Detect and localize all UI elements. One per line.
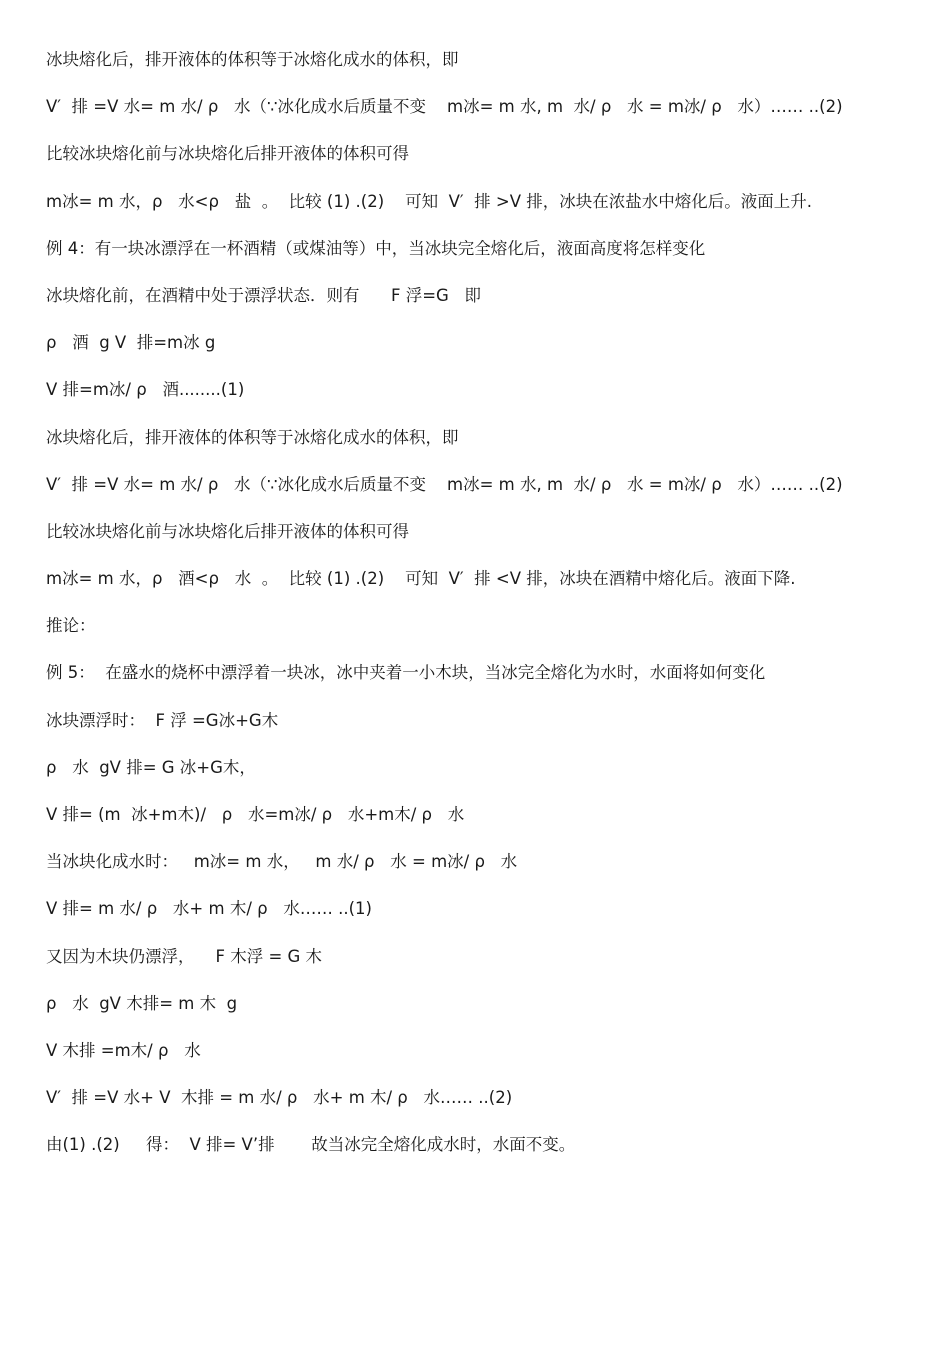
text-line: 冰块熔化后，排开液体的体积等于冰熔化成水的体积，即 — [46, 50, 459, 69]
text-line: m冰= m 水，ρ 水<ρ 盐 。 比较 (1) .(2) 可知 V′ 排 >V 排，冰块在浓盐水中熔化后。液面上升. — [46, 191, 813, 211]
text-line: 比较冰块熔化前与冰块熔化后排开液体的体积可得 — [46, 521, 409, 541]
section-heading: 推论： — [46, 616, 96, 636]
formula-line: ρ 水 gV 排= G 冰+G木， — [46, 757, 256, 777]
conclusion-line: 由(1) .(2) 得： V 排= V’排 故当冰完全熔化成水时，水面不变。 — [46, 1135, 576, 1155]
text-line: m冰= m 水，ρ 酒<ρ 水 。 比较 (1) .(2) 可知 V′ 排 <V 排，冰块在酒精中熔化后。液面下降. — [46, 569, 796, 589]
formula-line: V 排= m 水/ ρ 水+ m 木/ ρ 水…… ..(1) — [46, 899, 372, 919]
formula-line: V 木排 =m木/ ρ 水 — [46, 1040, 201, 1060]
formula-line: V′ 排 =V 水+ V 木排 = m 水/ ρ 水+ m 木/ ρ 水…… ..(2) — [46, 1088, 513, 1108]
formula-line: V 排=m冰/ ρ 酒........(1) — [46, 380, 245, 400]
formula-line: ρ 酒 g V 排=m冰 g — [46, 333, 216, 353]
formula-line: V′ 排 =V 水= m 水/ ρ 水（∵冰化成水后质量不变 m冰= m 水, m 水/ ρ 水 = m冰/ ρ 水）…… ..(2) — [46, 474, 843, 494]
formula-line: ρ 水 gV 木排= m 木 g — [46, 993, 238, 1013]
example-heading: 例 5： 在盛水的烧杯中漂浮着一块冰，冰中夹着一小木块，当冰完全熔化为水时，水面将如何变化 — [46, 663, 766, 683]
text-line: 比较冰块熔化前与冰块熔化后排开液体的体积可得 — [46, 144, 409, 164]
example-heading: 例 4：有一块冰漂浮在一杯酒精（或煤油等）中，当冰块完全熔化后，液面高度将怎样变化 — [46, 238, 706, 258]
document-body — [46, 48, 916, 1181]
text-line: V′ 排 =V 水= m 水/ ρ 水（∵冰化成水后质量不变 m冰= m 水, m 水/ ρ 水 = m冰/ ρ 水）…… ..(2) — [46, 97, 843, 117]
text-line: 当冰块化成水时： m冰= m 水， m 水/ ρ 水 = m冰/ ρ 水 — [46, 852, 518, 872]
formula-line: V 排= (m 冰+m木)/ ρ 水=m冰/ ρ 水+m木/ ρ 水 — [46, 805, 465, 824]
text-line: 又因为木块仍漂浮， F 木浮 = G 木 — [46, 946, 323, 966]
text-line: 冰块漂浮时： F 浮 =G冰+G木 — [46, 710, 279, 730]
text-line: 冰块熔化前，在酒精中处于漂浮状态．则有 F 浮=G 即 — [46, 285, 482, 305]
text-line: 冰块熔化后，排开液体的体积等于冰熔化成水的体积，即 — [46, 427, 459, 447]
